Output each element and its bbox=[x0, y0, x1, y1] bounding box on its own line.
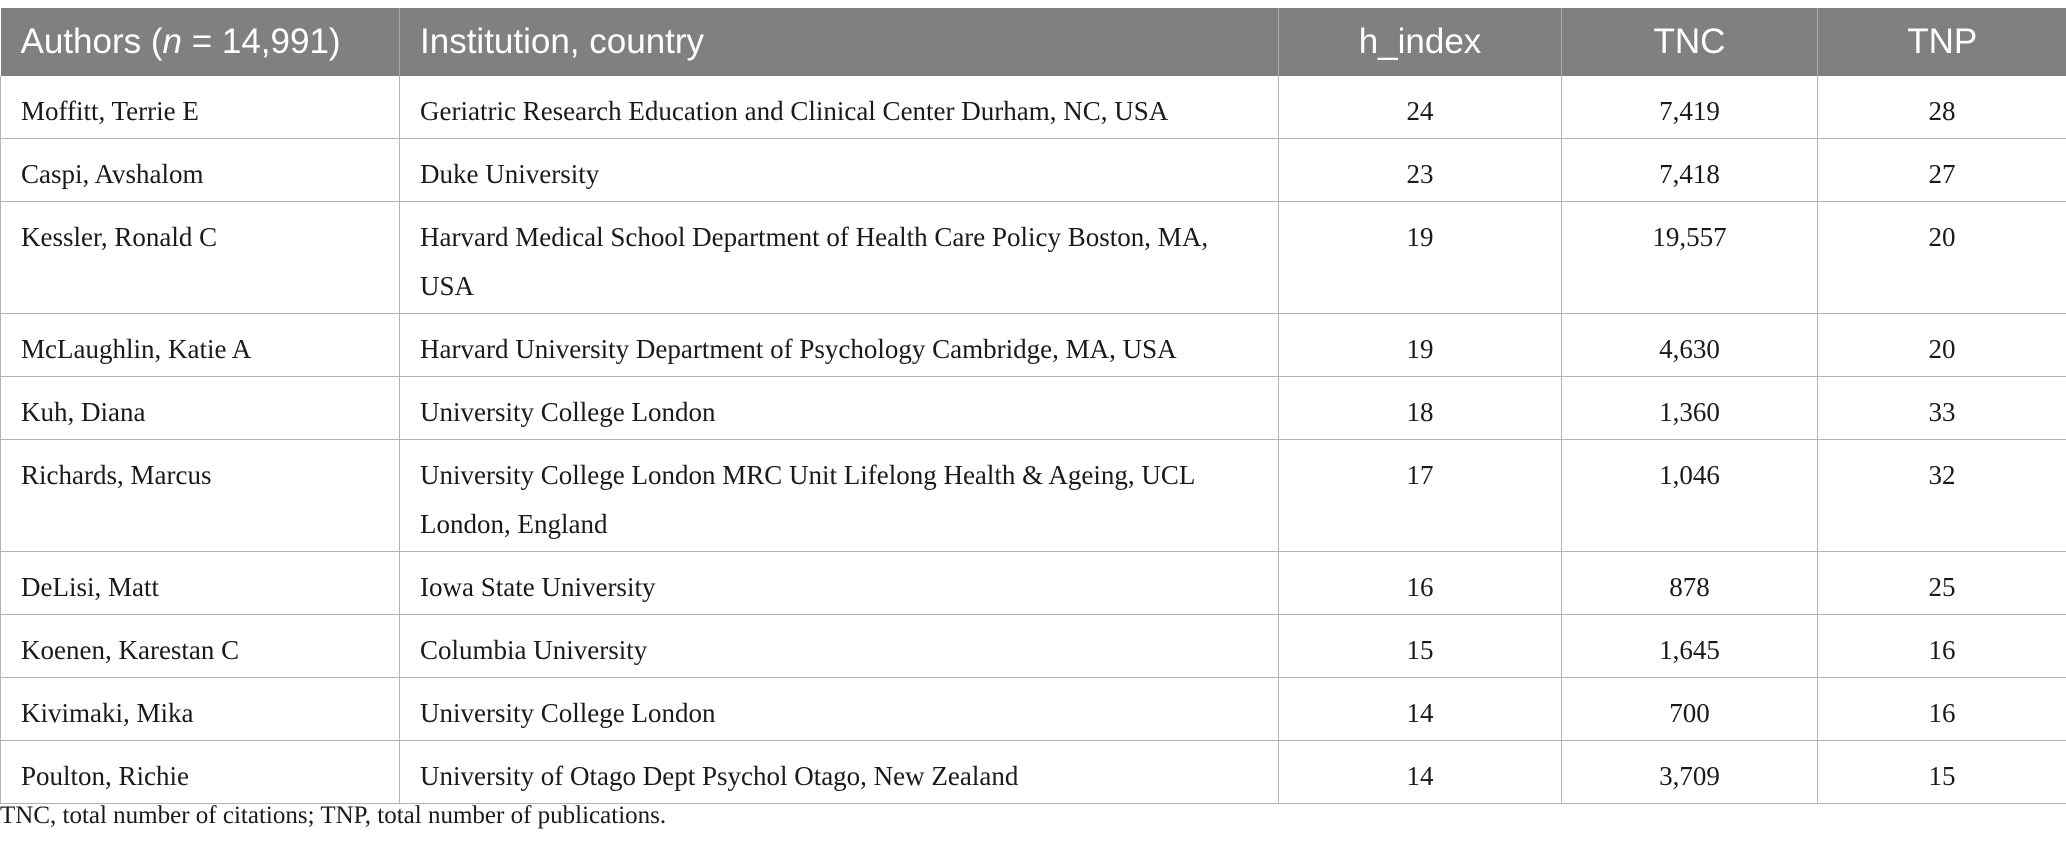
author-cell: DeLisi, Matt bbox=[1, 552, 400, 615]
tnc-cell: 1,360 bbox=[1562, 377, 1818, 440]
institution-cell: Geriatric Research Education and Clinical Center Durham, NC, USA bbox=[400, 76, 1279, 139]
tnp-cell: 20 bbox=[1818, 202, 2066, 314]
h-index-cell: 16 bbox=[1279, 552, 1562, 615]
h-index-cell: 19 bbox=[1279, 202, 1562, 314]
tnc-cell: 700 bbox=[1562, 678, 1818, 741]
header-institution: Institution, country bbox=[400, 8, 1279, 76]
tnc-cell: 1,046 bbox=[1562, 440, 1818, 552]
h-index-cell: 18 bbox=[1279, 377, 1562, 440]
tnc-cell: 7,419 bbox=[1562, 76, 1818, 139]
table-row bbox=[1, 314, 2066, 377]
table-row bbox=[1, 377, 2066, 440]
table-row bbox=[1, 76, 2066, 139]
institution-cell: Harvard Medical School Department of Health Care Policy Boston, MA, USA bbox=[400, 202, 1279, 314]
header-authors-prefix: Authors ( bbox=[20, 22, 163, 61]
tnp-cell: 33 bbox=[1818, 377, 2066, 440]
tnp-cell: 27 bbox=[1818, 139, 2066, 202]
author-cell: Kuh, Diana bbox=[1, 377, 400, 440]
author-cell: Moffitt, Terrie E bbox=[1, 76, 400, 139]
table-row bbox=[1, 440, 2066, 552]
table-footnote: TNC, total number of citations; TNP, total number of publications. bbox=[0, 802, 667, 829]
table-row bbox=[1, 552, 2066, 615]
table-row bbox=[1, 202, 2066, 314]
table-body bbox=[1, 76, 2066, 804]
header-authors-n: n bbox=[162, 22, 182, 61]
tnp-cell: 15 bbox=[1818, 741, 2066, 804]
author-cell: Poulton, Richie bbox=[1, 741, 400, 804]
institution-cell: Duke University bbox=[400, 139, 1279, 202]
institution-cell: University College London bbox=[400, 678, 1279, 741]
tnp-cell: 20 bbox=[1818, 314, 2066, 377]
table-row bbox=[1, 741, 2066, 804]
tnp-cell: 25 bbox=[1818, 552, 2066, 615]
h-index-cell: 17 bbox=[1279, 440, 1562, 552]
institution-cell: University College London MRC Unit Lifelong Health & Ageing, UCL London, England bbox=[400, 440, 1279, 552]
institution-cell: University of Otago Dept Psychol Otago, New Zealand bbox=[400, 741, 1279, 804]
header-tnp: TNP bbox=[1818, 8, 2066, 76]
author-cell: McLaughlin, Katie A bbox=[1, 314, 400, 377]
h-index-cell: 19 bbox=[1279, 314, 1562, 377]
institution-cell: Harvard University Department of Psychology Cambridge, MA, USA bbox=[400, 314, 1279, 377]
author-cell: Kessler, Ronald C bbox=[1, 202, 400, 314]
authors-table bbox=[0, 8, 2066, 804]
author-cell: Koenen, Karestan C bbox=[1, 615, 400, 678]
tnc-cell: 4,630 bbox=[1562, 314, 1818, 377]
header-h-index: h_index bbox=[1279, 8, 1562, 76]
institution-cell: Columbia University bbox=[400, 615, 1279, 678]
table-row bbox=[1, 615, 2066, 678]
h-index-cell: 14 bbox=[1279, 678, 1562, 741]
tnc-cell: 19,557 bbox=[1562, 202, 1818, 314]
table-header bbox=[1, 8, 2066, 76]
author-cell: Caspi, Avshalom bbox=[1, 139, 400, 202]
tnc-cell: 1,645 bbox=[1562, 615, 1818, 678]
tnp-cell: 32 bbox=[1818, 440, 2066, 552]
h-index-cell: 24 bbox=[1279, 76, 1562, 139]
table-row bbox=[1, 139, 2066, 202]
tnp-cell: 28 bbox=[1818, 76, 2066, 139]
header-tnc: TNC bbox=[1562, 8, 1818, 76]
h-index-cell: 15 bbox=[1279, 615, 1562, 678]
tnp-cell: 16 bbox=[1818, 615, 2066, 678]
author-cell: Kivimaki, Mika bbox=[1, 678, 400, 741]
header-row bbox=[1, 8, 2066, 76]
tnc-cell: 7,418 bbox=[1562, 139, 1818, 202]
authors-table-container bbox=[0, 8, 2066, 804]
tnc-cell: 3,709 bbox=[1562, 741, 1818, 804]
header-authors bbox=[1, 8, 400, 76]
h-index-cell: 14 bbox=[1279, 741, 1562, 804]
tnc-cell: 878 bbox=[1562, 552, 1818, 615]
institution-cell: Iowa State University bbox=[400, 552, 1279, 615]
institution-cell: University College London bbox=[400, 377, 1279, 440]
h-index-cell: 23 bbox=[1279, 139, 1562, 202]
tnp-cell: 16 bbox=[1818, 678, 2066, 741]
header-authors-suffix: = 14,991) bbox=[181, 22, 341, 61]
table-row bbox=[1, 678, 2066, 741]
author-cell: Richards, Marcus bbox=[1, 440, 400, 552]
